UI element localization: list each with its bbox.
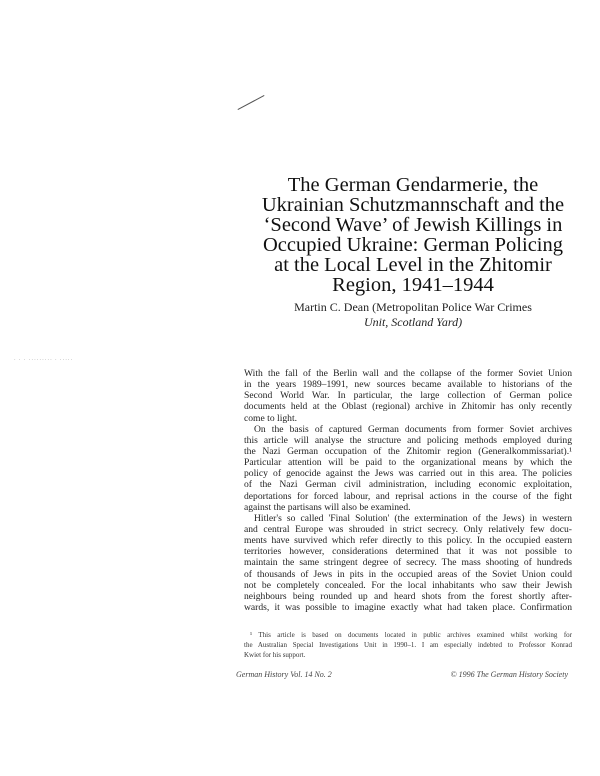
body-line: not be completely concealed. For the local inhabitants who saw their Jewish (244, 579, 572, 591)
title-line: The German Gendarmerie, the (287, 174, 539, 196)
body-line: wards, it was possible to imagine exactly what had taken place. Confirmation (244, 601, 572, 613)
title-line: at the Local Level in the Zhitomir (274, 254, 552, 276)
body-line: Particular attention will be paid to the organizational means by which the (244, 457, 572, 469)
copyright-notice: © 1996 The German History Society (450, 670, 568, 679)
body-line: in the years 1989–1991, new sources became available to historians of the (244, 379, 572, 391)
journal-citation: German History Vol. 14 No. 2 (236, 670, 332, 679)
body-line: and central Europe was shrouded in strict secrecy. Only relatively few docu- (244, 523, 572, 535)
body-line: Second World War. In particular, the large collection of German police (244, 390, 572, 402)
title-line: ‘Second Wave’ of Jewish Killings in (263, 214, 563, 236)
body-line: of the Nazi German civil administration, including economic exploitation, (244, 479, 572, 491)
author-line: Unit, Scotland Yard) (363, 315, 463, 329)
body-line: On the basis of captured German documents from former Soviet archives (254, 423, 572, 435)
footnote (244, 630, 572, 660)
title-line: Region, 1941–1944 (332, 274, 494, 296)
title-line: Occupied Ukraine: German Policing (262, 234, 563, 256)
body-line: policy of genocide against the Jews was carried out in this area. The policies (244, 468, 572, 480)
body-line: this article will analyse the structure and policing methods employed during (244, 434, 572, 446)
author-line: Martin C. Dean (Metropolitan Police War Crimes (294, 300, 532, 314)
article-title (228, 175, 598, 295)
body-line: neighbours being rounded up and heard shots from the forest shortly after- (244, 590, 572, 602)
footnote-line: ¹ This article is based on documents located in public archives examined whilst working for (250, 631, 572, 639)
body-line: ments have survived which refer directly to this policy. In the occupied eastern (244, 535, 572, 547)
article-body (244, 368, 572, 613)
scan-pen-mark (238, 95, 265, 110)
body-line: maintain the same stringent degree of secrecy. The mass shooting of hundreds (244, 557, 572, 569)
body-line: the Nazi German occupation of the Zhitomir region (Generalkommissariat).¹ (244, 445, 572, 457)
body-line: of thousands of Jews in pits in the occupied areas of the Soviet Union could (244, 568, 572, 580)
body-line: come to light. (244, 412, 298, 424)
footnote-line: the Australian Special Investigations Unit in 1990–1. I am especially indebted to Professor Konrad (244, 641, 572, 649)
body-line: With the fall of the Berlin wall and the collapse of the former Soviet Union (244, 368, 572, 379)
body-line: Hitler's so called 'Final Solution' (the extermination of the Jews) in western (254, 512, 572, 524)
scan-noise-mark: · · · ········· · ····· (14, 358, 74, 363)
footnote-line: Kwiet for his support. (244, 651, 306, 659)
body-line: deportations for forced labour, and reprisal actions in the course of the fight (244, 490, 572, 502)
page-footer (236, 670, 568, 679)
body-line: territories however, considerations determined that it was not possible to (244, 546, 572, 558)
title-line: Ukrainian Schutzmannschaft and the (261, 194, 565, 216)
body-line: against the partisans will also be examined. (244, 501, 411, 513)
body-line: documents held at the Oblast (regional) archive in Zhitomir has only recently (244, 401, 572, 413)
author-byline (228, 300, 598, 330)
